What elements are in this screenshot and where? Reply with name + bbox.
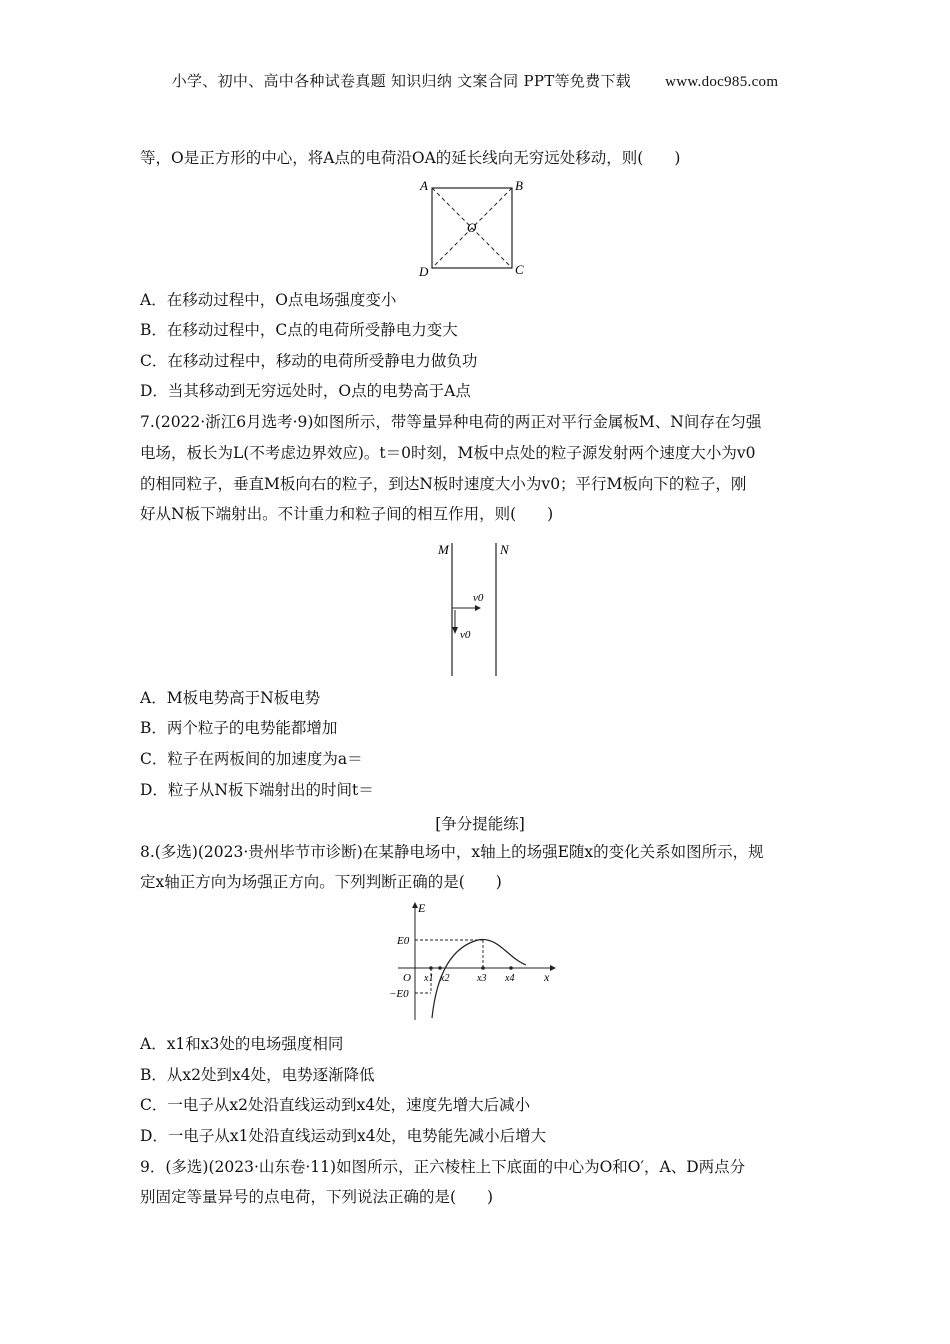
- q8-option-a: A．x1和x3处的电场强度相同: [140, 1035, 344, 1053]
- label-o: O: [467, 220, 477, 235]
- page-header: [0, 70, 950, 91]
- q7-stem-line-2: 电场，板长为L(不考虑边界效应)。t＝0时刻，M板中点处的粒子源发射两个速度大小为v0: [140, 444, 756, 462]
- q8-stem-line-2: 定x轴正方向为场强正方向。下列判断正确的是( ): [140, 873, 502, 891]
- label-x1: x1: [424, 973, 434, 984]
- label-x3: x3: [477, 973, 487, 984]
- q6-option-c: C．在移动过程中，移动的电荷所受静电力做负功: [140, 352, 478, 370]
- label-b: B: [515, 178, 523, 193]
- q7-option-d: D．粒子从N板下端射出的时间t＝: [140, 781, 374, 799]
- q6-option-d: D．当其移动到无穷远处时，O点的电势高于A点: [140, 382, 471, 400]
- q9-stem-line-1: 9．(多选)(2023·山东卷·11)如图所示，正六棱柱上下底面的中心为O和O′，A、D两点分: [140, 1158, 746, 1176]
- header-text: 小学、初中、高中各种试卷真题 知识归纳 文案合同 PPT等免费下载: [171, 72, 632, 90]
- q7-plates-figure: [430, 538, 530, 683]
- label-e0: E0: [397, 935, 410, 947]
- label-origin: O: [403, 972, 411, 984]
- section-title: [争分提能练]: [435, 815, 525, 833]
- velocity-right-arrowhead: [475, 605, 481, 611]
- q8-option-b: B．从x2处到x4处，电势逐渐降低: [140, 1066, 375, 1084]
- q6-option-b: B．在移动过程中，C点的电荷所受静电力变大: [140, 321, 458, 339]
- q8-option-c: C．一电子从x2处沿直线运动到x4处，速度先增大后减小: [140, 1096, 531, 1114]
- q7-stem-line-3: 的相同粒子，垂直M板向右的粒子，到达N板时速度大小为v0；平行M板向下的粒子，刚: [140, 475, 747, 493]
- q8-stem-line-1: 8.(多选)(2023·贵州毕节市诊断)在某静电场中，x轴上的场强E随x的变化关系如图所示，规: [140, 843, 764, 861]
- q6-option-a: A．在移动过程中，O点电场强度变小: [140, 291, 397, 309]
- point-x2: [438, 966, 442, 970]
- label-m: M: [438, 542, 449, 557]
- label-v0-down: v0: [460, 629, 471, 641]
- q8-option-d: D．一电子从x1处沿直线运动到x4处，电势能先减小后增大: [140, 1127, 547, 1145]
- label-e: E: [418, 901, 426, 915]
- velocity-down-arrowhead: [452, 627, 458, 634]
- label-v0-right: v0: [473, 592, 484, 604]
- label-c: C: [515, 262, 524, 277]
- q9-stem-line-2: 别固定等量异号的点电荷，下列说法正确的是( ): [140, 1188, 494, 1206]
- q7-option-a: A．M板电势高于N板电势: [140, 689, 321, 707]
- x-axis-arrowhead: [550, 965, 556, 971]
- label-x4: x4: [505, 973, 515, 984]
- label-a: A: [420, 178, 428, 193]
- label-x: x: [544, 970, 550, 984]
- q6-square-figure: [418, 178, 528, 278]
- point-x3: [481, 966, 485, 970]
- q7-stem-line-4: 好从N板下端射出。不计重力和粒子间的相互作用，则( ): [140, 505, 554, 523]
- label-neg-e0: −E0: [389, 988, 409, 1000]
- q7-option-c: C．粒子在两板间的加速度为a＝: [140, 750, 363, 768]
- q7-option-b: B．两个粒子的电势能都增加: [140, 719, 338, 737]
- q7-stem-line-1: 7.(2022·浙江6月选考·9)如图所示，带等量异种电荷的两正对平行金属板M、N间存在匀强: [140, 413, 762, 431]
- point-x1: [429, 966, 433, 970]
- q6-stem: 等，O是正方形的中心，将A点的电荷沿OA的延长线向无穷远处移动，则( ): [140, 149, 681, 167]
- label-d: D: [419, 264, 429, 278]
- point-x4: [509, 966, 513, 970]
- label-n: N: [500, 542, 509, 557]
- header-site[interactable]: www.doc985.com: [665, 74, 779, 90]
- label-x2: x2: [440, 973, 450, 984]
- q8-field-graph: [388, 900, 568, 1028]
